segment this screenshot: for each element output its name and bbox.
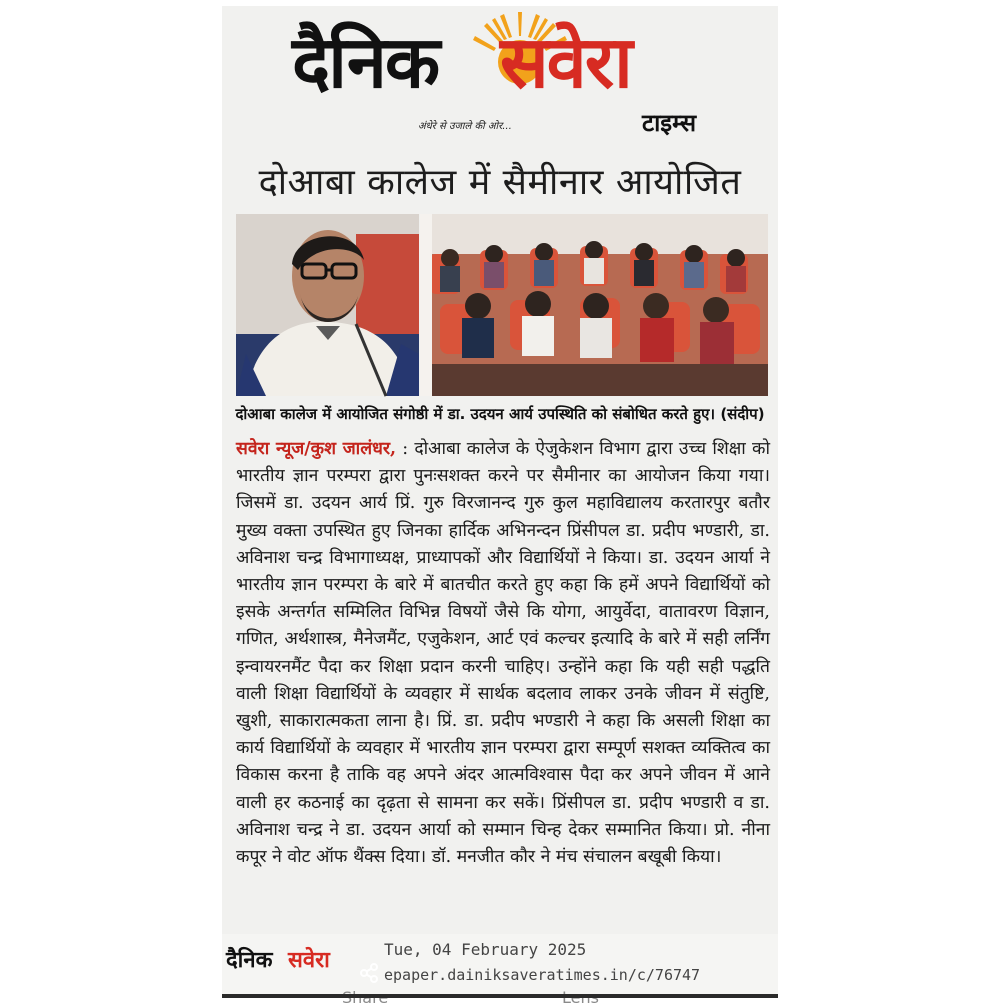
article-text: : दोआबा कालेज के ऐजुकेशन विभाग द्वारा उच्च शिक्षा को भारतीय ज्ञान परम्परा द्वारा पुनःसशक्त करने पर सैमीनार का आयोजन किया गया। जिसमें डा. उदयन आर्य प्रिं. गुरु विरजानन्द गुरु कुल महाविद्यालय करतारपुर बतौर मुख्य वक्ता उपस्थित हुए जिनका हार्दिक अभिनन्दन प्रिंसीपल डा. प्रदीप भण्डारी, डा. अविनाश चन्द्र विभागाध्यक्ष, प्राध्यापकों और विद्यार्थियों ने किया। डा. उदयन आर्या ने भारतीय ज्ञान परम्परा के बारे में बातचीत करते हुए कहा कि हमें अपने विद्यार्थियों को इसके अन्तर्गत सम्मिलित विभिन्न विषयों जैसे कि योगा, आयुर्वेदा, वातावरण विज्ञान, गणित, अर्थशास्त्र, मैनेजमैंट, एजुकेशन, आर्ट एवं कल्चर इत्यादि के बारे में सही लर्निंग इन्वायरनमैंट पैदा कर शिक्षा प्रदान करनी चाहिए। उन्होंने कहा कि यही सही पद्धति वाली शिक्षा विद्यार्थियों के व्यवहार में सार्थक बदलाव लाकर उनके जीवन में संतुष्टि, खुशी, साकारात्मकता लाना है। प्रिं. डा. प्रदीप भण्डारी ने कहा कि असली शिक्षा का कार्य विद्यार्थियों के व्यवहार में भारतीय ज्ञान परम्परा द्वारा सम्पूर्ण सशक्त व्यक्तित्व का विकास करना है ताकि वह अपने अंदर आत्मविश्वास पैदा कर अपने जीवन में आने वाली हर कठनाई का दृढ़ता से सामना कर सकें। प्रिंसीपल डा. प्रदीप भण्डारी व डा. अविनाश चन्द्र ने डा. उदयन आर्या को सम्मान चिन्ह देकर सम्मानित किया। प्रो. नीना कपूर ने वोट ऑफ थैंक्स दिया। डॉ. मनजीत कौर ने मंच संचालन बखूबी किया। <box>236 439 770 868</box>
footer-logo-savera: सवेरा <box>288 948 330 973</box>
newspaper-clipping <box>222 6 778 996</box>
masthead-subtitle: टाइम्स <box>642 109 697 137</box>
epaper-footer <box>222 934 778 996</box>
footer-logo-dainik: दैनिक <box>226 948 273 973</box>
epaper-url[interactable]: epaper.dainiksaveratimes.in/c/76747 <box>384 966 701 984</box>
masthead-title-dainik: दैनिक <box>292 20 439 104</box>
article-headline: दोआबा कालेज में सैमीनार आयोजित <box>258 162 742 203</box>
article-dateline: सवेरा न्यूज/कुश जालंधर, <box>236 439 397 459</box>
article-body <box>236 436 770 871</box>
share-icon[interactable] <box>358 962 380 984</box>
masthead <box>222 6 778 146</box>
masthead-tagline: अंधेरे से उजाले की ओर... <box>418 121 512 132</box>
publish-date: Tue, 04 February 2025 <box>384 940 587 959</box>
photo-caption: दोआबा कालेज में आयोजित संगोष्ठी में डा. उदयन आर्य उपस्थिति को संबोधित करते हुए। (संदीप) <box>235 405 765 423</box>
speaker-photo <box>236 214 419 396</box>
masthead-title-savera: सवेरा <box>500 20 631 104</box>
audience-photo <box>420 214 768 396</box>
bottom-bar <box>222 994 778 998</box>
